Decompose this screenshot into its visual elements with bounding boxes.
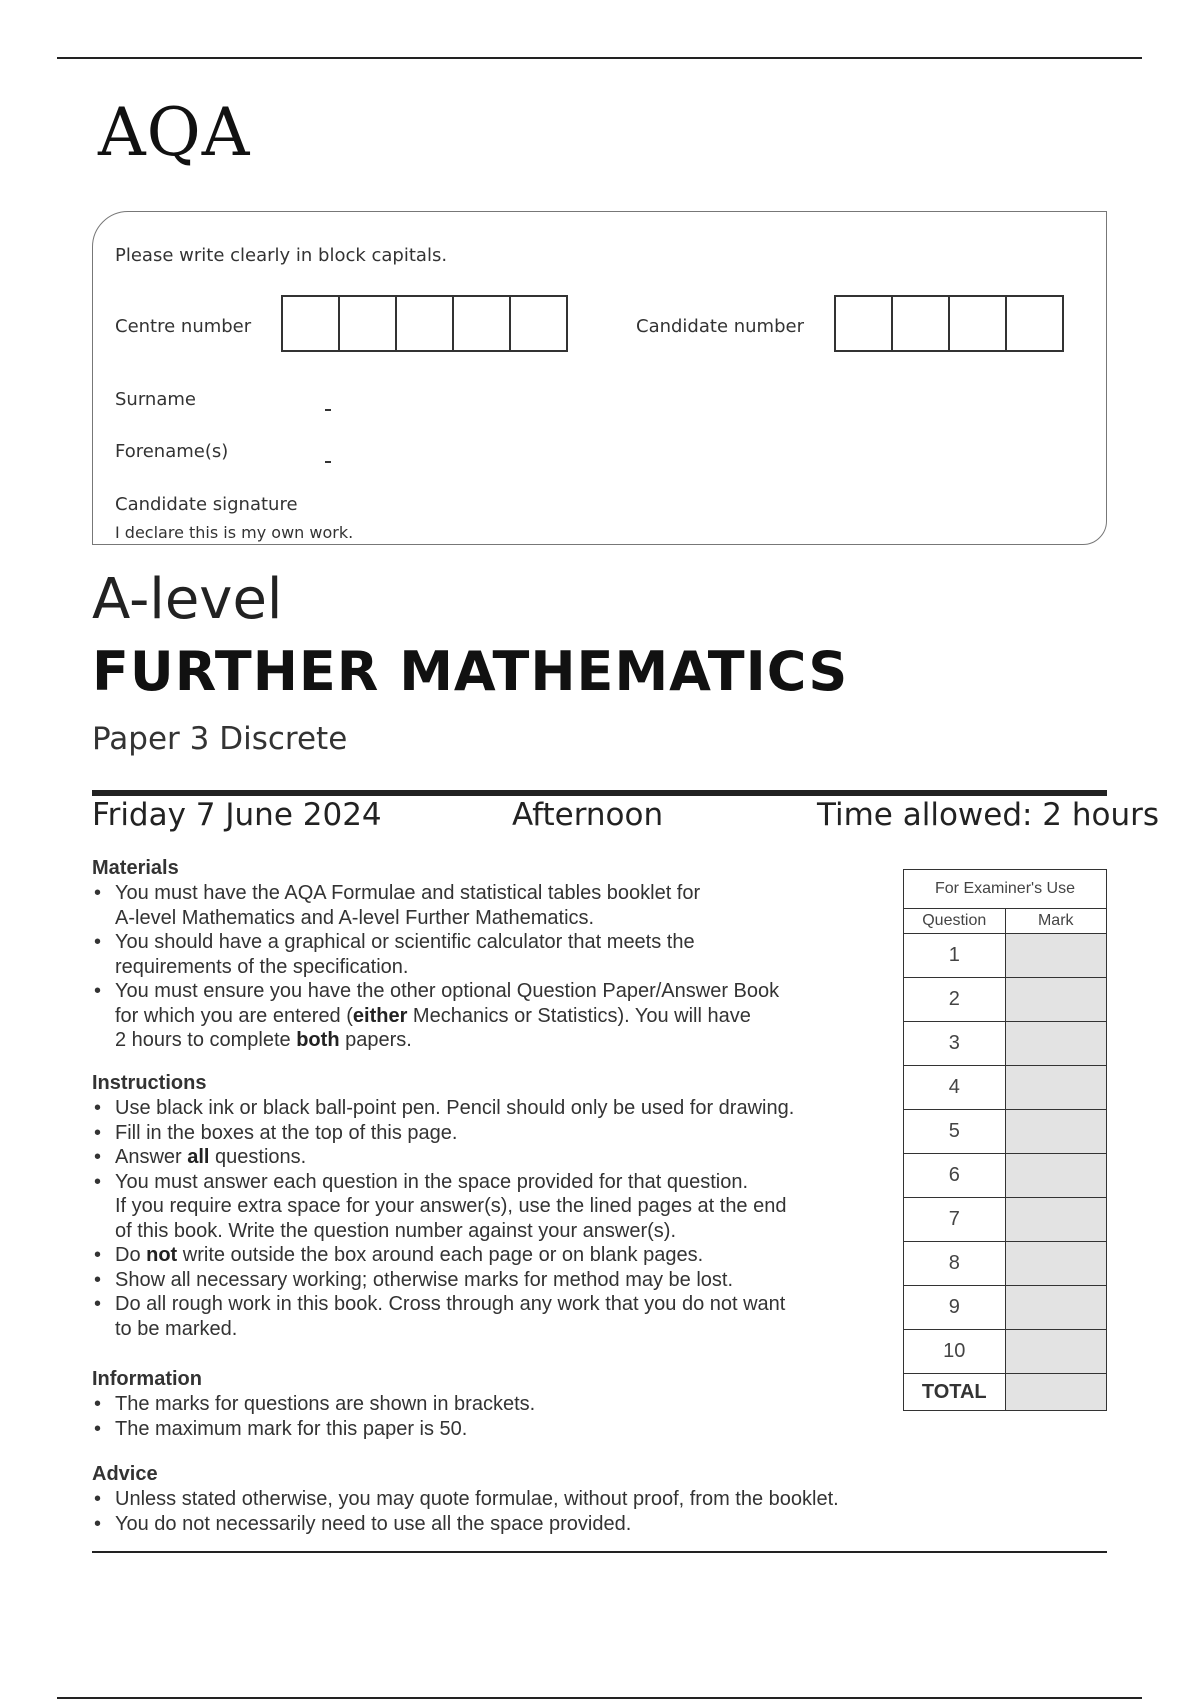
candidate-number-box[interactable] (836, 297, 893, 350)
list-item: • The maximum mark for this paper is 50. (92, 1417, 892, 1442)
mark-cell[interactable] (1005, 978, 1107, 1022)
centre-number-box[interactable] (454, 297, 511, 350)
question-number: 5 (904, 1110, 1006, 1154)
list-item: • Answer all questions. (92, 1145, 892, 1170)
surname-field[interactable] (325, 409, 331, 411)
question-number: 4 (904, 1066, 1006, 1110)
candidate-number-box[interactable] (893, 297, 950, 350)
total-label: TOTAL (904, 1374, 1006, 1411)
candidate-number-box[interactable] (950, 297, 1007, 350)
mark-cell[interactable] (1005, 1110, 1107, 1154)
instructions-section (92, 1071, 892, 1341)
list-item: • Do all rough work in this book. Cross through any work that you do not want to be marked. (92, 1292, 892, 1341)
list-item: • Use black ink or black ball-point pen. Pencil should only be used for drawing. (92, 1096, 892, 1121)
advice-section (92, 1462, 992, 1536)
information-heading: Information (92, 1368, 202, 1390)
forenames-field[interactable] (325, 461, 331, 463)
block-capitals-instruction: Please write clearly in block capitals. (115, 245, 448, 266)
paper-title: Paper 3 Discrete (92, 721, 348, 757)
mark-cell[interactable] (1005, 934, 1107, 978)
materials-heading: Materials (92, 857, 179, 879)
question-number: 9 (904, 1286, 1006, 1330)
declaration-text: I declare this is my own work. (115, 523, 354, 542)
list-item: • You must ensure you have the other optional Question Paper/Answer Book for which you are entered (either Mechanics or Statistics). You will have 2 hours to complete both papers. (92, 979, 892, 1053)
candidate-number-boxes[interactable] (834, 295, 1064, 352)
centre-number-box[interactable] (283, 297, 340, 350)
candidate-number-label: Candidate number (636, 316, 804, 337)
mark-column-header: Mark (1005, 909, 1107, 934)
question-number: 1 (904, 934, 1006, 978)
information-section (92, 1367, 892, 1441)
question-number: 7 (904, 1198, 1006, 1242)
centre-number-label: Centre number (115, 316, 252, 337)
question-number: 8 (904, 1242, 1006, 1286)
question-number: 3 (904, 1022, 1006, 1066)
forenames-label: Forename(s) (115, 441, 229, 462)
title-rule (92, 790, 1107, 796)
centre-number-box[interactable] (340, 297, 397, 350)
examiner-table-title: For Examiner's Use (904, 870, 1107, 909)
list-item: • You must answer each question in the space provided for that question. If you require extra space for your answer(s), use the lined pages at the end of this book. Write the question number against your answer(s). (92, 1170, 892, 1244)
question-number: 2 (904, 978, 1006, 1022)
time-allowed: Time allowed: 2 hours (817, 797, 1160, 833)
total-mark-cell[interactable] (1005, 1374, 1107, 1411)
list-item: • Fill in the boxes at the top of this page. (92, 1121, 892, 1146)
mark-cell[interactable] (1005, 1286, 1107, 1330)
centre-number-boxes[interactable] (281, 295, 568, 352)
mark-cell[interactable] (1005, 1154, 1107, 1198)
examiner-use-table (903, 869, 1107, 1411)
footer-rule (92, 1551, 1107, 1553)
advice-heading: Advice (92, 1463, 158, 1485)
list-item: • Do not write outside the box around each page or on blank pages. (92, 1243, 892, 1268)
question-column-header: Question (904, 909, 1006, 934)
list-item: • You should have a graphical or scientific calculator that meets the requirements of the specification. (92, 930, 892, 979)
list-item: • The marks for questions are shown in brackets. (92, 1392, 892, 1417)
list-item: • You do not necessarily need to use all the space provided. (92, 1512, 992, 1537)
centre-number-box[interactable] (397, 297, 454, 350)
mark-cell[interactable] (1005, 1330, 1107, 1374)
bottom-rule (57, 1697, 1142, 1699)
aqa-logo: AQA (98, 94, 251, 171)
exam-date: Friday 7 June 2024 (92, 797, 382, 833)
mark-cell[interactable] (1005, 1198, 1107, 1242)
mark-cell[interactable] (1005, 1066, 1107, 1110)
subject-title: FURTHER MATHEMATICS (92, 640, 849, 703)
exam-session: Afternoon (512, 797, 664, 833)
question-number: 10 (904, 1330, 1006, 1374)
list-item: • Show all necessary working; otherwise marks for method may be lost. (92, 1268, 892, 1293)
candidate-number-box[interactable] (1007, 297, 1062, 350)
top-rule (57, 57, 1142, 59)
list-item: • Unless stated otherwise, you may quote formulae, without proof, from the booklet. (92, 1487, 992, 1512)
signature-label: Candidate signature (115, 494, 298, 515)
instructions-heading: Instructions (92, 1072, 207, 1094)
surname-label: Surname (115, 389, 196, 410)
mark-cell[interactable] (1005, 1022, 1107, 1066)
list-item: • You must have the AQA Formulae and statistical tables booklet for A-level Mathematics and A-level Further Mathematics. (92, 881, 892, 930)
candidate-details-card (92, 211, 1107, 545)
centre-number-box[interactable] (511, 297, 566, 350)
mark-cell[interactable] (1005, 1242, 1107, 1286)
question-number: 6 (904, 1154, 1006, 1198)
qualification-level: A-level (92, 567, 283, 632)
materials-section (92, 856, 892, 1053)
